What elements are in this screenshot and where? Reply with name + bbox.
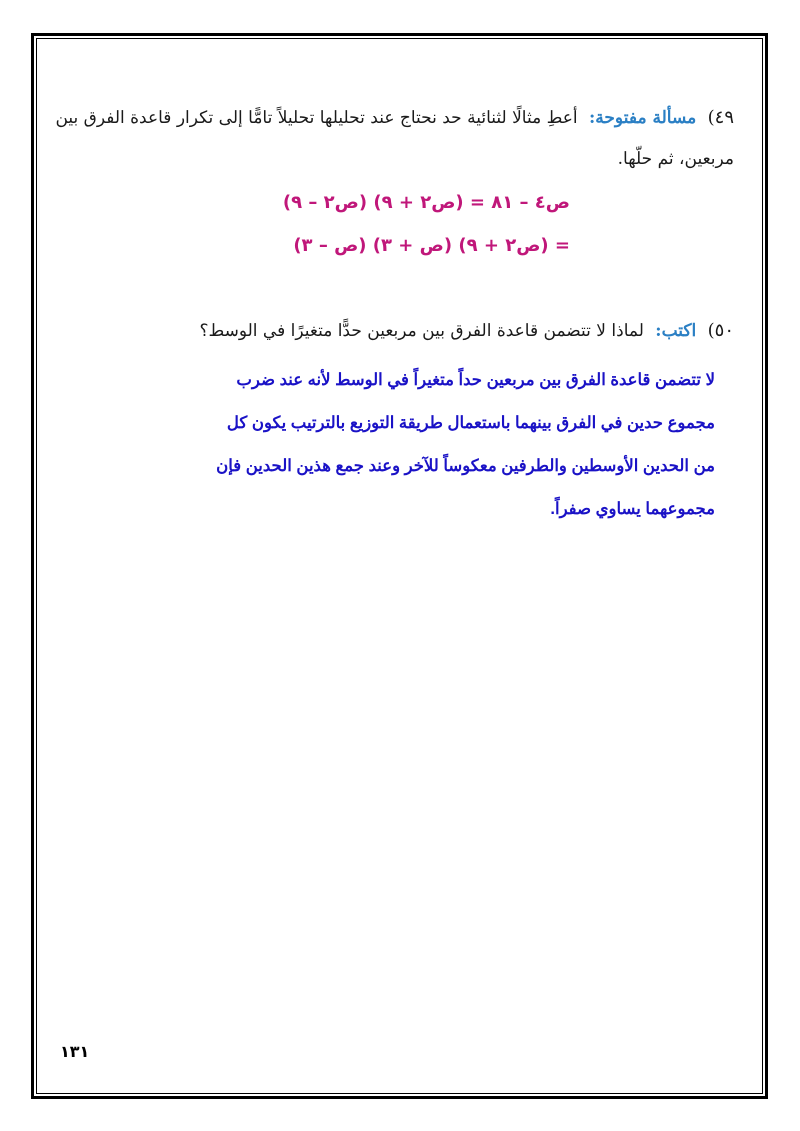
q49-text-line-2: مربعين، ثم حلّها.	[617, 149, 734, 169]
q50-label: اكتب:	[655, 321, 697, 341]
q49-number: ٤٩)	[707, 107, 734, 128]
q50-number: ٥٠)	[707, 320, 734, 341]
page-number: ١٣١	[60, 1042, 90, 1061]
q50-text: لماذا لا تتضمن قاعدة الفرق بين مربعين حدًّا متغيرًا في الوسط؟	[199, 321, 644, 341]
q49-text-line-1: أعطِ مثالًا لثنائية حد نحتاج عند تحليلها تحليلاً تامًّا إلى تكرار قاعدة الفرق بين	[55, 108, 578, 128]
q49-label: مسألة مفتوحة:	[589, 108, 697, 128]
q50-answer-line-1: لا تتضمن قاعدة الفرق بين مربعين حداً متغيراً في الوسط لأنه عند ضرب	[236, 371, 715, 389]
q49-line-1	[55, 107, 734, 128]
q49-math-line-1: ص٤ – ٨١ = (ص٢ + ٩) (ص٢ – ٩)	[282, 192, 570, 213]
q50-line	[199, 320, 734, 341]
q50-answer-line-3: من الحدين الأوسطين والطرفين معكوساً للآخر وعند جمع هذين الحدين فإن	[216, 457, 715, 475]
q50-answer-line-4: مجموعهما يساوي صفراً.	[550, 500, 715, 518]
q49-math-line-2: = (ص٢ + ٩) (ص + ٣) (ص – ٣)	[293, 235, 570, 256]
q49-line-2	[618, 149, 734, 169]
q50-answer-line-2: مجموع حدين في الفرق بينهما باستعمال طريقة التوزيع بالترتيب يكون كل	[226, 414, 715, 432]
